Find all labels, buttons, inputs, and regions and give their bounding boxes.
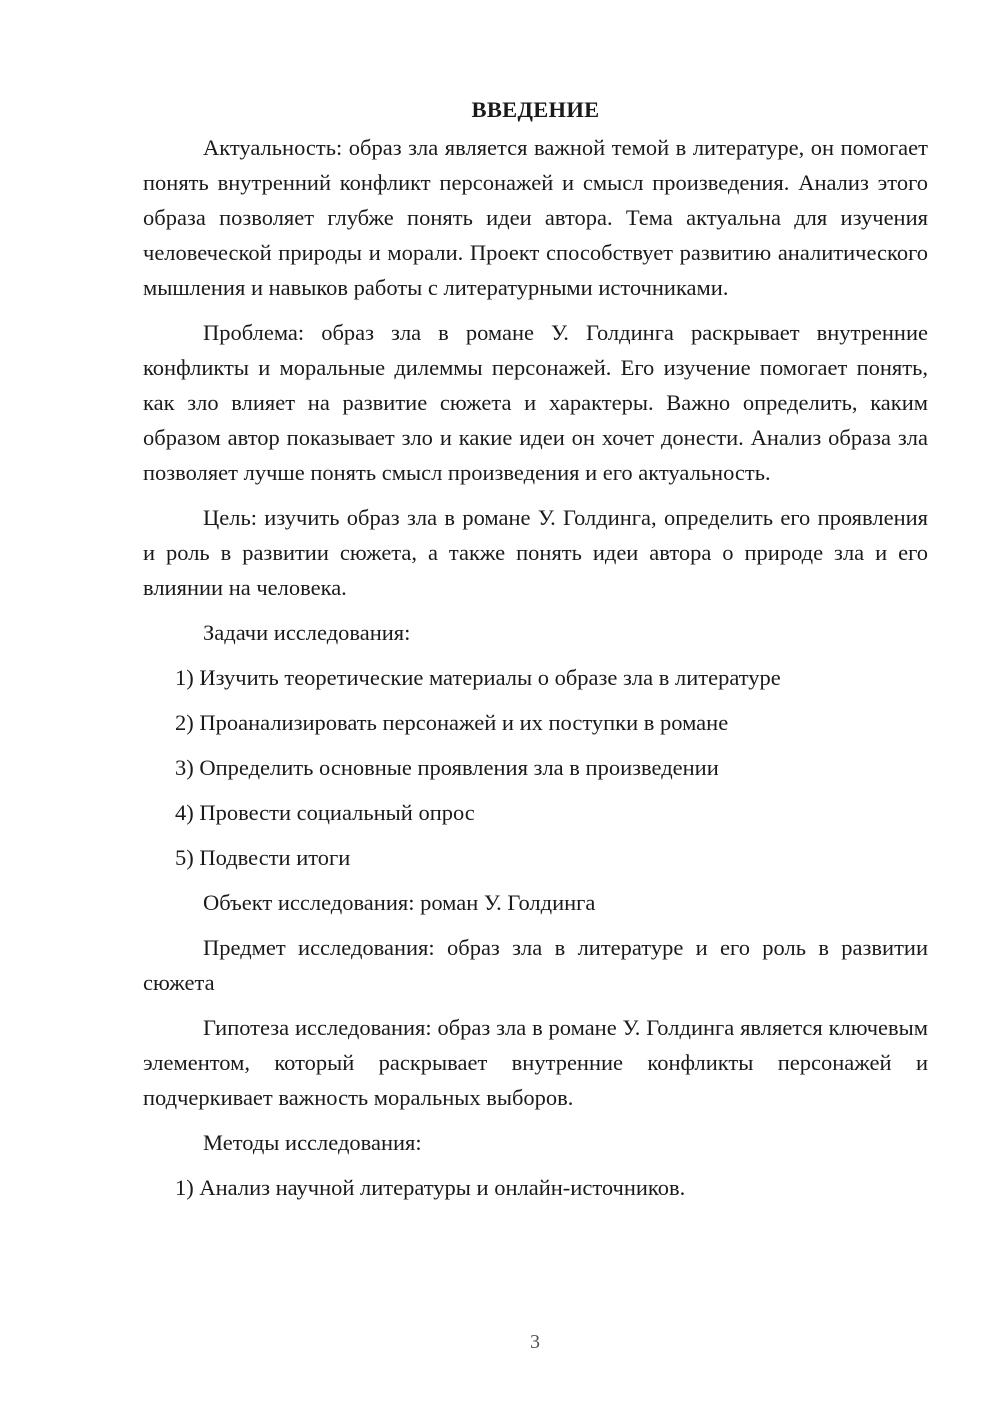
task-item-1: 1) Изучить теоретические материалы о образе зла в литературе — [175, 665, 781, 690]
hypothesis-paragraph: Гипотеза исследования: образ зла в романе У. Голдинга является ключевым элементом, который раскрывает внутренние конфликты персонажей и подчеркивает важность моральных выборов. — [143, 1015, 928, 1110]
subject-paragraph: Предмет исследования: образ зла в литературе и его роль в развитии сюжета — [143, 935, 928, 995]
method-item-1: 1) Анализ научной литературы и онлайн-источников. — [175, 1175, 686, 1200]
tasks-heading: Задачи исследования: — [203, 620, 411, 645]
object-paragraph: Объект исследования: роман У. Голдинга — [203, 890, 596, 915]
methods-heading: Методы исследования: — [203, 1130, 422, 1155]
page-content — [143, 92, 928, 1215]
task-item-4: 4) Провести социальный опрос — [175, 800, 475, 825]
section-heading: ВВЕДЕНИЕ — [471, 97, 600, 122]
task-item-5: 5) Подвести итоги — [175, 845, 351, 870]
task-item-2: 2) Проанализировать персонажей и их поступки в романе — [175, 710, 729, 735]
goal-paragraph: Цель: изучить образ зла в романе У. Голдинга, определить его проявления и роль в развитии сюжета, а также понять идеи автора о природе зла и его влиянии на человека. — [143, 505, 928, 600]
relevance-paragraph: Актуальность: образ зла является важной темой в литературе, он помогает понять внутренний конфликт персонажей и смысл произведения. Анализ этого образа позволяет глубже понять идеи автора. Тема актуальна для изучения человеческой природы и морали. Проект способствует развитию аналитического мышления и навыков работы с литературными источниками. — [143, 135, 928, 300]
problem-paragraph: Проблема: образ зла в романе У. Голдинга раскрывает внутренние конфликты и моральные дилеммы персонажей. Его изучение помогает понять, как зло влияет на развитие сюжета и характеры. Важно определить, каким образом автор показывает зло и какие идеи он хочет донести. Анализ образа зла позволяет лучше понять смысл произведения и его актуальность. — [143, 320, 928, 485]
page-number: 3 — [530, 1331, 540, 1353]
task-item-3: 3) Определить основные проявления зла в произведении — [175, 755, 719, 780]
